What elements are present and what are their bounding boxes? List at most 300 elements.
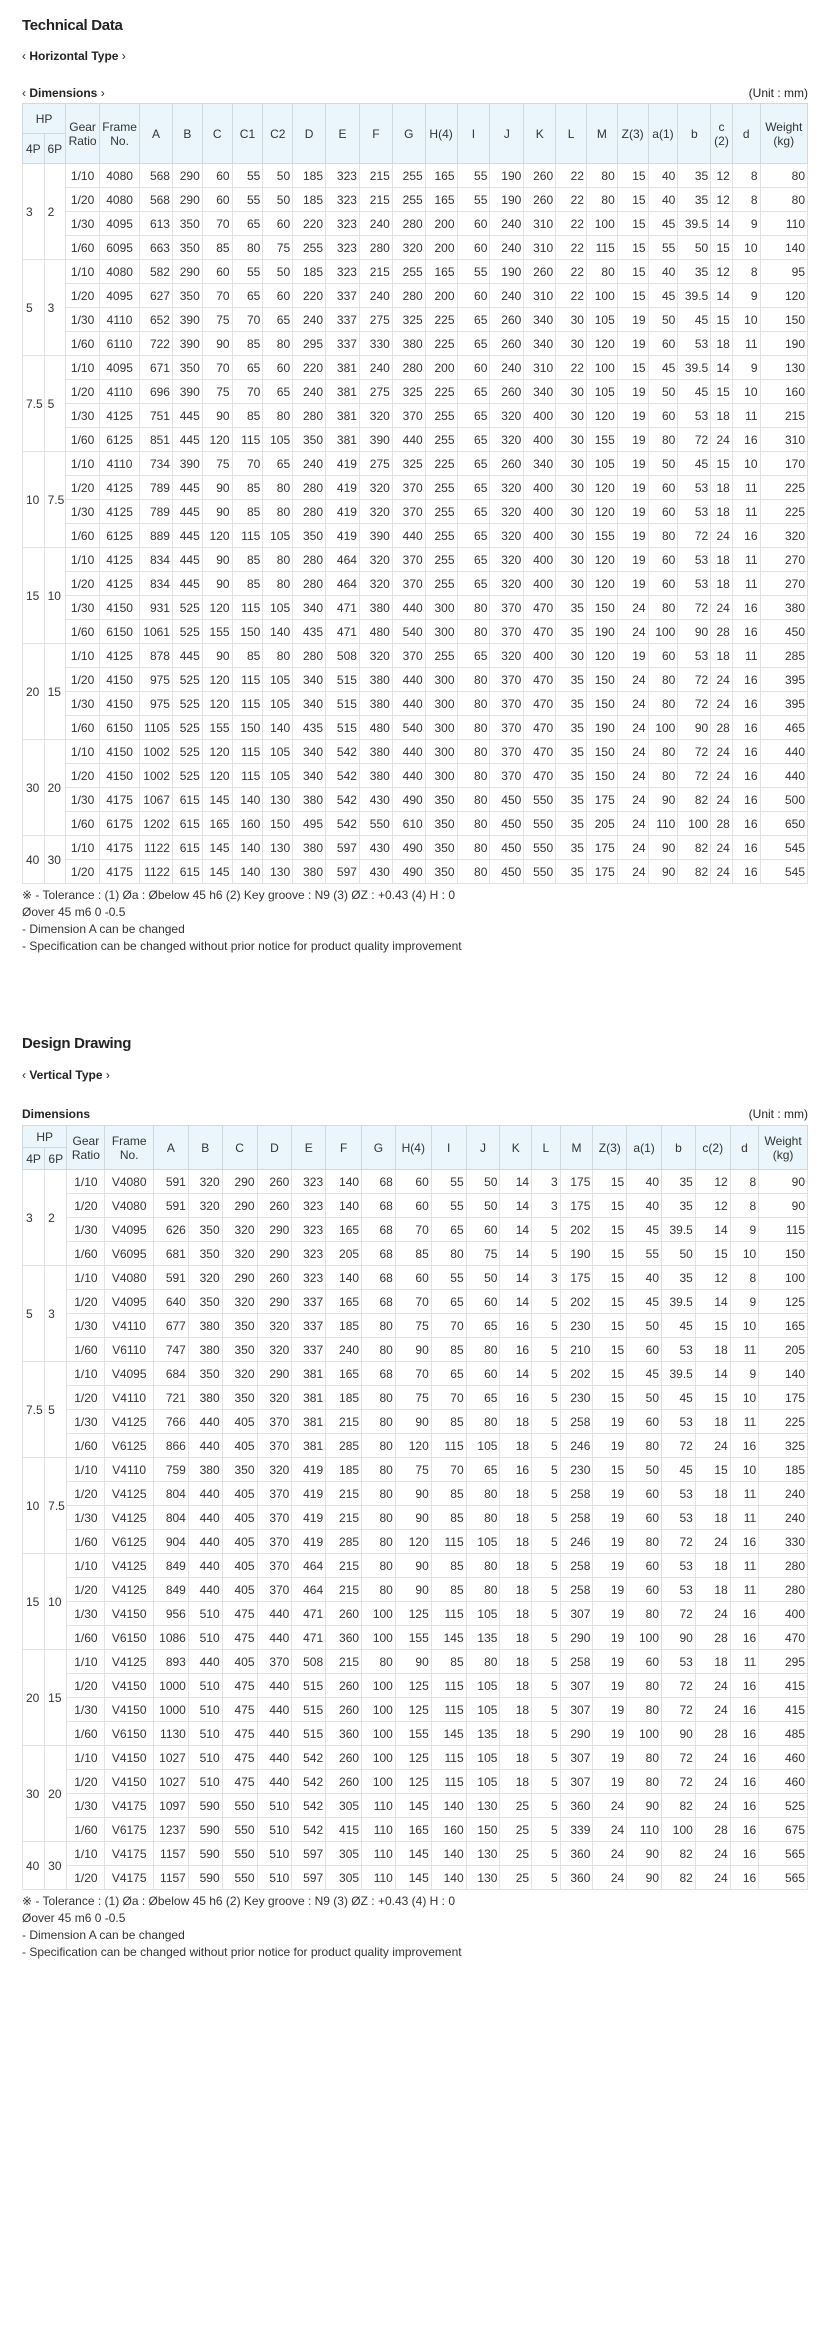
col-header: M [560,1126,593,1170]
gear-ratio-cell: 1/60 [67,1434,105,1458]
value-cell: 18 [500,1410,532,1434]
gear-ratio-cell: 1/60 [66,428,100,452]
value-cell: 19 [617,332,648,356]
gear-ratio-cell: 1/20 [67,1386,105,1410]
value-cell: 766 [153,1410,188,1434]
value-cell: 285 [326,1530,362,1554]
value-cell: 15 [711,236,733,260]
value-cell: 510 [257,1866,292,1890]
value-cell: 18 [695,1338,730,1362]
value-cell: 40 [648,188,678,212]
value-cell: 240 [359,212,392,236]
value-cell: 18 [711,332,733,356]
value-cell: 60 [466,1290,500,1314]
value-cell: 804 [153,1506,188,1530]
hp-4p-cell: 10 [23,452,45,548]
value-cell: 663 [140,236,173,260]
value-cell: 24 [711,524,733,548]
value-cell: 5 [532,1482,561,1506]
value-cell: 804 [153,1482,188,1506]
value-cell: 185 [293,260,326,284]
value-cell: 65 [232,212,263,236]
value-cell: 15 [711,308,733,332]
value-cell: 90 [395,1482,431,1506]
value-cell: 590 [188,1794,222,1818]
value-cell: 55 [627,1242,662,1266]
value-cell: 380 [359,764,392,788]
value-cell: 1067 [140,788,173,812]
value-cell: 545 [760,836,807,860]
col-header: b [678,104,711,164]
value-cell: 320 [188,1194,222,1218]
frame-no-cell: V4125 [105,1482,154,1506]
value-cell: 120 [202,764,232,788]
value-cell: 85 [431,1650,466,1674]
value-cell: 550 [222,1818,257,1842]
value-cell: 80 [648,692,678,716]
value-cell: 30 [556,524,587,548]
value-cell: 440 [257,1602,292,1626]
value-cell: 25 [500,1818,532,1842]
value-cell: 471 [292,1602,326,1626]
value-cell: 60 [466,1218,500,1242]
value-cell: 290 [172,164,202,188]
col-header: C1 [232,104,263,164]
gear-ratio-cell: 1/60 [66,812,100,836]
value-cell: 1061 [140,620,173,644]
value-cell: 325 [759,1434,808,1458]
frame-no-cell: 6175 [100,812,140,836]
gear-ratio-cell: 1/10 [67,1458,105,1482]
value-cell: 70 [431,1386,466,1410]
value-cell: 24 [617,764,648,788]
table-row [23,716,808,740]
value-cell: 140 [326,1194,362,1218]
value-cell: 240 [293,452,326,476]
value-cell: 14 [500,1362,532,1386]
frame-no-cell: 6125 [100,524,140,548]
value-cell: 175 [586,860,617,884]
value-cell: 16 [732,596,760,620]
hp-6p-cell: 3 [44,260,66,356]
value-cell: 125 [395,1746,431,1770]
value-cell: 120 [202,692,232,716]
value-cell: 16 [732,812,760,836]
value-cell: 105 [466,1434,500,1458]
value-cell: 230 [560,1314,593,1338]
type-tab-horizontal[interactable]: ‹ Horizontal Type › [22,49,126,63]
value-cell: 140 [431,1866,466,1890]
value-cell: 510 [188,1626,222,1650]
value-cell: 72 [678,764,711,788]
value-cell: 568 [140,188,173,212]
value-cell: 18 [500,1698,532,1722]
value-cell: 565 [759,1866,808,1890]
value-cell: 350 [188,1362,222,1386]
value-cell: 290 [257,1290,292,1314]
frame-no-cell: V4150 [105,1698,154,1722]
dimensions-header [22,1107,808,1121]
value-cell: 215 [326,1578,362,1602]
value-cell: 60 [395,1194,431,1218]
hp-6p-cell: 7.5 [44,452,66,548]
value-cell: 60 [648,548,678,572]
value-cell: 65 [457,476,490,500]
type-tab-vertical[interactable]: ‹ Vertical Type › [22,1068,110,1082]
value-cell: 597 [326,836,360,860]
frame-no-cell: V6125 [105,1530,154,1554]
value-cell: 135 [466,1626,500,1650]
value-cell: 60 [457,236,490,260]
value-cell: 55 [232,164,263,188]
value-cell: 120 [202,524,232,548]
frame-no-cell: V4125 [105,1554,154,1578]
value-cell: 165 [326,1218,362,1242]
frame-no-cell: 4125 [100,476,140,500]
value-cell: 80 [263,644,293,668]
value-cell: 35 [556,620,587,644]
value-cell: 50 [648,380,678,404]
value-cell: 419 [292,1530,326,1554]
value-cell: 19 [617,452,648,476]
value-cell: 747 [153,1338,188,1362]
value-cell: 258 [560,1578,593,1602]
value-cell: 380 [359,692,392,716]
value-cell: 85 [232,404,263,428]
col-header: d [732,104,760,164]
frame-no-cell: V4095 [105,1362,154,1386]
value-cell: 15 [617,356,648,380]
value-cell: 80 [263,500,293,524]
value-cell: 80 [457,716,490,740]
hp-6p-cell: 2 [45,1170,67,1266]
value-cell: 370 [490,668,524,692]
value-cell: 82 [662,1794,696,1818]
value-cell: 85 [431,1338,466,1362]
value-cell: 19 [617,308,648,332]
table-row [23,452,808,476]
value-cell: 610 [392,812,425,836]
value-cell: 140 [431,1842,466,1866]
table-row [23,500,808,524]
value-cell: 24 [617,860,648,884]
dimensions-label[interactable]: ‹ Dimensions › [22,86,105,100]
value-cell: 65 [466,1314,500,1338]
value-cell: 15 [695,1242,730,1266]
value-cell: 16 [730,1818,759,1842]
value-cell: 150 [586,764,617,788]
value-cell: 60 [202,188,232,212]
table-row [23,1722,808,1746]
gear-ratio-cell: 1/10 [67,1170,105,1194]
value-cell: 255 [392,164,425,188]
value-cell: 5 [532,1746,561,1770]
value-cell: 75 [395,1314,431,1338]
value-cell: 65 [457,308,490,332]
value-cell: 340 [524,332,556,356]
value-cell: 260 [490,308,524,332]
value-cell: 320 [257,1338,292,1362]
gear-ratio-cell: 1/10 [67,1266,105,1290]
value-cell: 16 [730,1434,759,1458]
value-cell: 470 [524,668,556,692]
value-cell: 5 [532,1602,561,1626]
value-cell: 5 [532,1866,561,1890]
dimensions-table-horizontal [22,103,808,884]
value-cell: 100 [627,1626,662,1650]
value-cell: 542 [292,1770,326,1794]
value-cell: 155 [586,524,617,548]
value-cell: 175 [759,1386,808,1410]
value-cell: 45 [662,1386,696,1410]
value-cell: 290 [172,188,202,212]
table-row [23,644,808,668]
value-cell: 100 [362,1698,396,1722]
value-cell: 225 [425,332,457,356]
value-cell: 310 [524,236,556,260]
value-cell: 320 [257,1458,292,1482]
value-cell: 1027 [153,1746,188,1770]
value-cell: 105 [466,1530,500,1554]
col-header: B [188,1126,222,1170]
value-cell: 19 [617,524,648,548]
frame-no-cell: 4150 [100,764,140,788]
hp-4p-cell: 3 [23,164,45,260]
value-cell: 35 [556,836,587,860]
value-cell: 246 [560,1434,593,1458]
value-cell: 390 [172,308,202,332]
value-cell: 145 [395,1794,431,1818]
value-cell: 464 [292,1578,326,1602]
value-cell: 440 [257,1698,292,1722]
value-cell: 390 [172,452,202,476]
value-cell: 140 [431,1794,466,1818]
frame-no-cell: 4175 [100,836,140,860]
value-cell: 100 [362,1602,396,1626]
col-header: K [524,104,556,164]
value-cell: 260 [326,1770,362,1794]
value-cell: 105 [466,1770,500,1794]
value-cell: 258 [560,1506,593,1530]
table-row [23,1458,808,1482]
value-cell: 849 [153,1578,188,1602]
value-cell: 350 [172,356,202,380]
value-cell: 150 [586,596,617,620]
value-cell: 370 [257,1530,292,1554]
value-cell: 510 [188,1722,222,1746]
value-cell: 445 [172,524,202,548]
value-cell: 80 [466,1650,500,1674]
value-cell: 24 [711,788,733,812]
value-cell: 105 [586,308,617,332]
value-cell: 722 [140,332,173,356]
value-cell: 220 [293,284,326,308]
value-cell: 16 [730,1746,759,1770]
value-cell: 65 [232,356,263,380]
value-cell: 85 [431,1506,466,1530]
table-row [23,1602,808,1626]
value-cell: 975 [140,692,173,716]
value-cell: 320 [222,1362,257,1386]
value-cell: 80 [457,596,490,620]
value-cell: 45 [627,1218,662,1242]
value-cell: 105 [466,1746,500,1770]
value-cell: 115 [431,1698,466,1722]
value-cell: 55 [431,1266,466,1290]
col-header: F [326,1126,362,1170]
value-cell: 510 [188,1770,222,1794]
value-cell: 5 [532,1410,561,1434]
value-cell: 320 [490,476,524,500]
value-cell: 70 [232,380,263,404]
value-cell: 100 [648,716,678,740]
value-cell: 320 [188,1266,222,1290]
value-cell: 508 [292,1650,326,1674]
page-title: Technical Data [22,17,123,34]
value-cell: 340 [293,596,326,620]
note-line: Øover 45 m6 0 -0.5 [22,905,126,919]
value-cell: 440 [392,764,425,788]
frame-no-cell: V4150 [105,1746,154,1770]
col-header: d [730,1126,759,1170]
col-header: G [362,1126,396,1170]
value-cell: 16 [732,788,760,812]
value-cell: 60 [648,500,678,524]
value-cell: 80 [648,524,678,548]
value-cell: 60 [395,1266,431,1290]
value-cell: 323 [292,1218,326,1242]
value-cell: 350 [293,428,326,452]
value-cell: 310 [760,428,807,452]
unit-label: (Unit : mm) [748,1107,808,1121]
value-cell: 60 [627,1338,662,1362]
value-cell: 10 [732,452,760,476]
value-cell: 145 [202,860,232,884]
value-cell: 325 [392,380,425,404]
frame-no-cell: 4150 [100,740,140,764]
value-cell: 16 [730,1530,759,1554]
frame-no-cell: V4095 [105,1290,154,1314]
value-cell: 80 [362,1650,396,1674]
value-cell: 53 [678,404,711,428]
value-cell: 5 [532,1674,561,1698]
value-cell: 80 [457,692,490,716]
value-cell: 18 [500,1746,532,1770]
value-cell: 440 [188,1506,222,1530]
frame-no-cell: 4175 [100,860,140,884]
value-cell: 80 [627,1434,662,1458]
value-cell: 675 [759,1818,808,1842]
value-cell: 255 [392,260,425,284]
value-cell: 470 [524,596,556,620]
value-cell: 80 [457,668,490,692]
unit-label: (Unit : mm) [748,86,808,100]
value-cell: 450 [490,788,524,812]
value-cell: 290 [222,1170,257,1194]
frame-no-cell: 6150 [100,620,140,644]
value-cell: 330 [759,1530,808,1554]
value-cell: 165 [425,164,457,188]
value-cell: 30 [556,476,587,500]
table-row [23,188,808,212]
value-cell: 400 [524,404,556,428]
value-cell: 190 [760,332,807,356]
value-cell: 80 [362,1458,396,1482]
gear-ratio-cell: 1/30 [67,1506,105,1530]
value-cell: 280 [759,1578,808,1602]
table-row [23,740,808,764]
col-header: K [500,1126,532,1170]
value-cell: 155 [202,620,232,644]
value-cell: 15 [617,188,648,212]
value-cell: 515 [326,716,360,740]
value-cell: 53 [662,1338,696,1362]
value-cell: 380 [293,860,326,884]
value-cell: 380 [188,1314,222,1338]
value-cell: 72 [662,1746,696,1770]
hp-6p-cell: 2 [44,164,66,260]
value-cell: 258 [560,1554,593,1578]
value-cell: 11 [732,644,760,668]
value-cell: 60 [263,212,293,236]
value-cell: 550 [524,812,556,836]
value-cell: 90 [395,1578,431,1602]
frame-no-cell: 6125 [100,428,140,452]
value-cell: 480 [359,716,392,740]
value-cell: 120 [202,668,232,692]
value-cell: 1157 [153,1866,188,1890]
value-cell: 80 [263,332,293,356]
col-header: D [293,104,326,164]
value-cell: 53 [678,548,711,572]
value-cell: 80 [466,1410,500,1434]
frame-no-cell: V6095 [105,1242,154,1266]
value-cell: 415 [759,1698,808,1722]
value-cell: 50 [627,1458,662,1482]
gear-ratio-cell: 1/30 [67,1698,105,1722]
value-cell: 65 [431,1290,466,1314]
value-cell: 320 [490,500,524,524]
value-cell: 255 [425,572,457,596]
frame-no-cell: 4095 [100,356,140,380]
value-cell: 18 [695,1650,730,1674]
value-cell: 120 [586,500,617,524]
value-cell: 307 [560,1746,593,1770]
value-cell: 170 [760,452,807,476]
value-cell: 80 [457,620,490,644]
value-cell: 105 [263,524,293,548]
value-cell: 475 [222,1602,257,1626]
table-row [23,548,808,572]
value-cell: 5 [532,1626,561,1650]
gear-ratio-cell: 1/20 [67,1290,105,1314]
value-cell: 260 [326,1698,362,1722]
value-cell: 130 [263,836,293,860]
value-cell: 320 [490,524,524,548]
value-cell: 45 [627,1290,662,1314]
value-cell: 445 [172,428,202,452]
value-cell: 471 [326,620,360,644]
value-cell: 10 [730,1314,759,1338]
value-cell: 24 [711,764,733,788]
value-cell: 440 [257,1746,292,1770]
table-row [23,764,808,788]
value-cell: 200 [425,212,457,236]
value-cell: 215 [359,164,392,188]
value-cell: 14 [711,284,733,308]
value-cell: 721 [153,1386,188,1410]
value-cell: 591 [153,1194,188,1218]
